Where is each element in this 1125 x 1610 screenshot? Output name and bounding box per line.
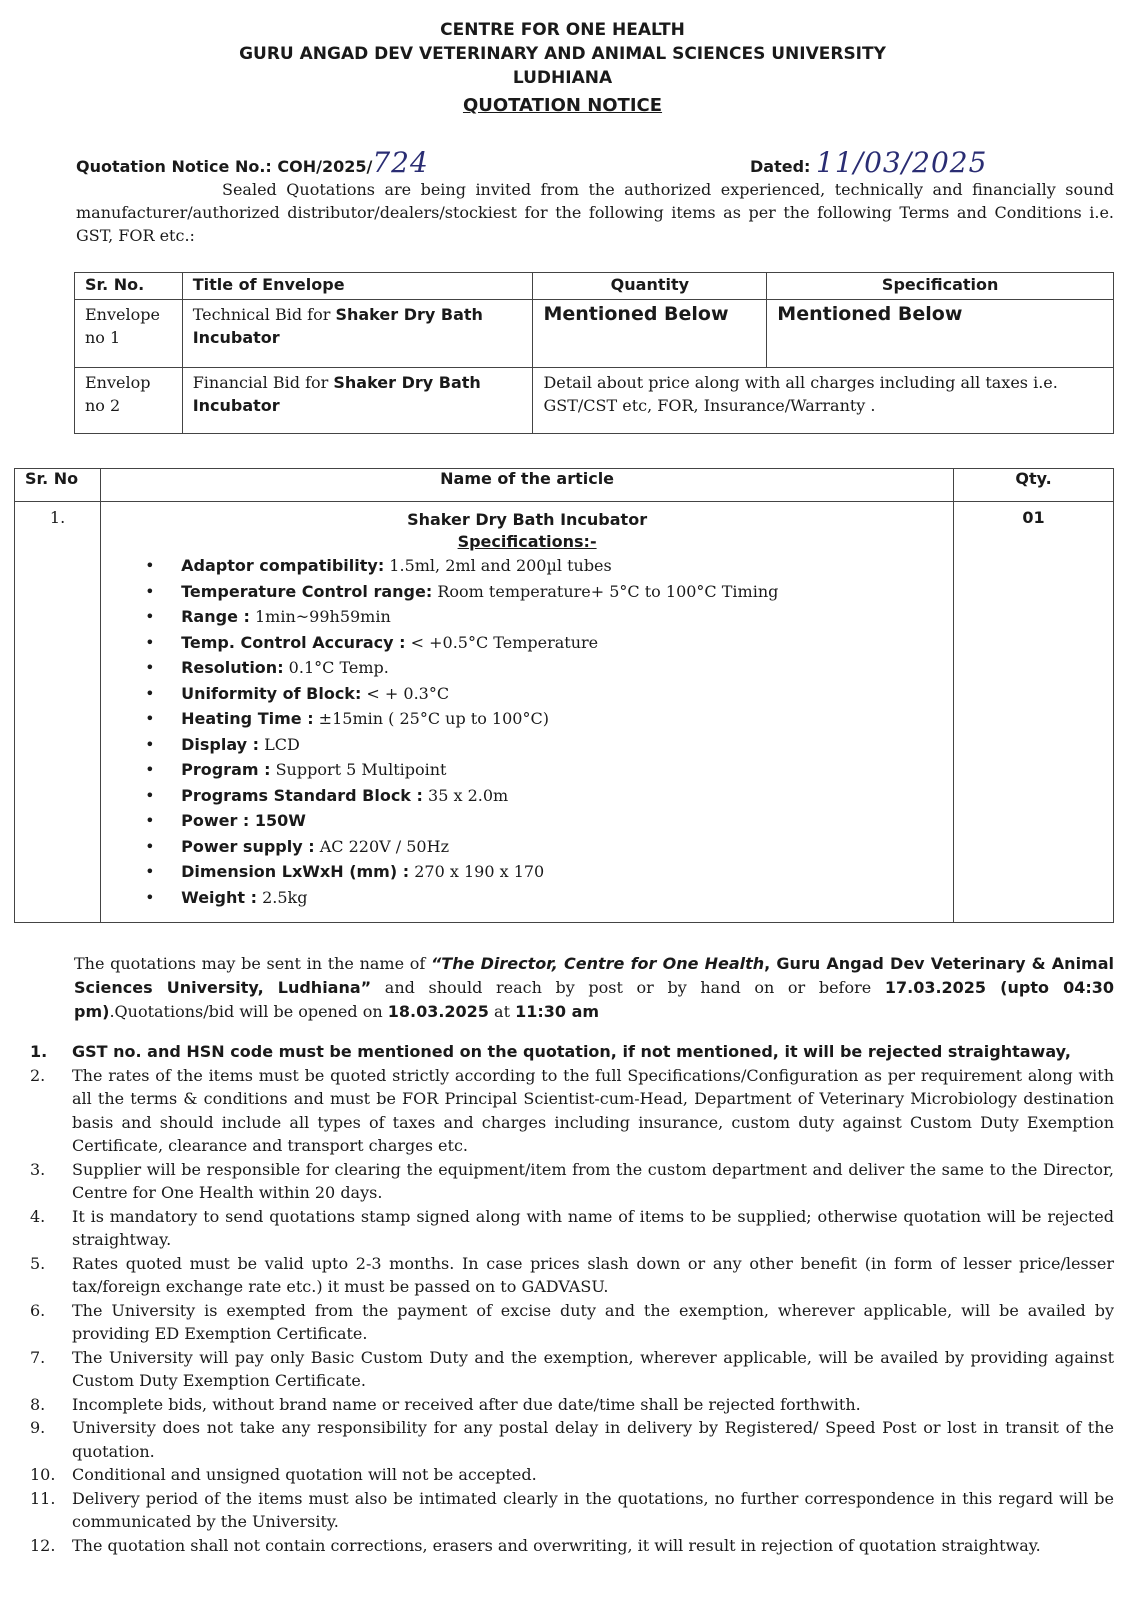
submission-text-4: at [488,1002,516,1021]
term-number: 6. [30,1300,46,1320]
term-text: Conditional and unsigned quotation will not be accepted. [72,1465,537,1484]
date-label: Dated: [750,157,811,176]
term-text: The quotation shall not contain corrections, erasers and overwriting, it will result in rejection of quotation straightway. [72,1535,1041,1555]
spec-value: 2.5kg [256,887,308,907]
intro-text: Sealed Quotations are being invited from the authorized experienced, technically and financially sound manufacturer/authorized distributor/dealers/stockiest for the following items as per the following Terms and Conditions i.e. GST, FOR etc.: [76,180,1114,245]
term-number: 10. [30,1465,56,1484]
article-name: Shaker Dry Bath Incubator [407,510,648,529]
spec-label: Power : 150W [181,811,306,830]
col-header-qty: Qty. [954,469,1114,502]
envelope-2-title [182,368,533,434]
spec-value: 270 x 190 x 170 [409,862,545,881]
spec-label: Temp. Control Accuracy : [181,632,406,652]
envelope-2-sr: Envelop no 2 [75,368,183,434]
terms-list [14,1040,1114,1557]
article-table-header [15,469,1114,502]
term-item [14,1064,1114,1158]
submission-text-1: The quotations may be sent in the name of [74,954,431,973]
open-time: 11:30 am [515,1002,600,1021]
spec-value: 35 x 2.0m [422,785,509,805]
term-text: GST no. and HSN code must be mentioned on the quotation, if not mentioned, it will be rejected straightaway, [72,1042,1071,1061]
spec-item [181,783,943,809]
table-row [75,300,1114,368]
col-header-specification: Specification [767,273,1114,300]
spec-label: Uniformity of Block: [181,683,362,703]
term-item [14,1416,1114,1463]
term-item [14,1205,1114,1252]
date-handwritten: 11/03/2025 [816,146,988,179]
page-title: QUOTATION NOTICE [462,95,663,116]
spec-item [181,808,943,834]
article-sr: 1. [15,502,101,923]
envelope-2-detail: Detail about price along with all charges including all taxes i.e. GST/CST etc, FOR, Insurance/Warranty . [533,368,1114,434]
spec-item [181,834,943,860]
term-text: The rates of the items must be quoted strictly according to the full Specifications/Configuration as per requirement along with all the terms & conditions and must be FOR Principal Scientist-cum-Head, Department of Veterinary Microbiology destination basis and should include all types of taxes and charges including insurance, custom duty against Custom Duty Exemption Certificate, clearance and transport charges etc. [72,1065,1114,1155]
term-number: 5. [30,1253,46,1273]
envelope-table-header [75,273,1114,300]
term-text: Delivery period of the items must also be intimated clearly in the quotations, no further correspondence in this regard will be communicated by the University. [72,1488,1114,1531]
term-item [14,1487,1114,1534]
submission-text-2: and should reach by post or by hand on or before [371,978,885,997]
spec-label: Display : [181,734,260,754]
term-number: 2. [30,1065,46,1085]
spec-value: Support 5 Multipoint [270,760,447,779]
envelope-2-title-plain: Financial Bid for [192,373,334,392]
spec-item [181,553,943,579]
term-text: It is mandatory to send quotations stamp signed along with name of items to be supplied; otherwise quotation will be rejected straightway. [72,1206,1114,1249]
spec-label: Heating Time : [181,709,314,728]
term-text: Incomplete bids, without brand name or received after due date/time shall be rejected forthwith. [72,1394,861,1414]
term-item [14,1463,1114,1487]
open-date: 18.03.2025 [387,1002,489,1021]
spec-value: < +0.5°C Temperature [405,632,599,652]
spec-item [181,757,943,783]
submission-text-3: .Quotations/bid will be opened on [109,1002,388,1021]
spec-item [181,732,943,758]
col-header-article: Name of the article [101,469,954,502]
city-name: LUDHIANA [512,68,613,88]
spec-value: Room temperature+ 5°C to 100°C Timing [432,581,779,601]
spec-label: Program : [181,760,271,779]
term-text: Supplier will be responsible for clearing the equipment/item from the custom department and deliver the same to the Director, Centre for One Health within 20 days. [72,1159,1114,1202]
spec-label: Range : [181,607,250,626]
spec-item [181,630,943,656]
term-item [14,1040,1114,1064]
term-number: 8. [30,1394,46,1414]
envelope-1-specification: Mentioned Below [767,300,1114,368]
spec-value: LCD [259,734,300,754]
envelope-1-sr: Envelope no 1 [75,300,183,368]
notice-number-handwritten: 724 [372,146,429,179]
spec-label: Resolution: [181,658,284,677]
col-header-sr: Sr. No. [75,273,183,300]
spec-heading: Specifications:- [457,532,597,551]
term-item [14,1158,1114,1205]
spec-value: < + 0.3°C [361,683,450,703]
envelope-table [74,272,1114,434]
notice-number-label: Quotation Notice No.: COH/2025/ [76,157,373,176]
addressee-rest: , Guru Angad Dev Veterinary & Animal Sciences University, Ludhiana” [74,954,1115,997]
col-header-title: Title of Envelope [182,273,533,300]
university-name: GURU ANGAD DEV VETERINARY AND ANIMAL SCIENCES UNIVERSITY [239,44,886,64]
spec-label: Adaptor compatibility: [181,556,385,575]
spec-value: AC 220V / 50Hz [314,836,449,856]
submission-paragraph [74,952,1114,1024]
term-number: 7. [30,1347,46,1367]
term-item [14,1393,1114,1417]
term-number: 4. [30,1206,46,1226]
spec-value: 1.5ml, 2ml and 200µl tubes [384,556,612,575]
article-qty: 01 [954,502,1114,923]
spec-item [181,859,943,885]
term-number: 3. [30,1159,46,1179]
article-table [14,468,1114,923]
term-item [14,1534,1114,1558]
table-row [15,502,1114,923]
notice-number [76,146,429,179]
spec-label: Dimension LxWxH (mm) : [181,862,410,881]
envelope-1-title-bold: Shaker Dry Bath Incubator [192,305,483,347]
spec-label: Temperature Control range: [181,581,433,601]
spec-item [181,655,943,681]
term-item [14,1299,1114,1346]
article-cell [101,502,954,923]
col-header-srno: Sr. No [15,469,101,502]
spec-item [181,579,943,605]
term-text: The University will pay only Basic Custom Duty and the exemption, wherever applicable, will be availed by providing against Custom Duty Exemption Certificate. [72,1347,1114,1390]
addressee-italic: “The Director, Centre for One Health [430,954,765,973]
envelope-2-title-bold: Shaker Dry Bath Incubator [192,373,481,415]
term-item [14,1346,1114,1393]
envelope-1-quantity: Mentioned Below [533,300,767,368]
envelope-1-title [182,300,533,368]
spec-value: ±15min ( 25°C up to 100°C) [313,709,549,728]
table-row [75,368,1114,434]
term-item [14,1252,1114,1299]
envelope-1-title-plain: Technical Bid for [192,305,336,324]
due-date: 17.03.2025 (upto 04:30 pm) [74,978,1115,1021]
intro-paragraph [76,178,1114,247]
term-number: 9. [30,1418,46,1437]
term-number: 11. [30,1488,56,1508]
spec-list [111,553,943,910]
col-header-quantity: Quantity [533,273,767,300]
spec-value: 1min~99h59min [249,607,391,626]
spec-item [181,885,943,911]
spec-item [181,681,943,707]
term-number: 12. [30,1535,56,1555]
org-name: CENTRE FOR ONE HEALTH [440,20,685,40]
spec-label: Programs Standard Block : [181,785,423,805]
spec-item [181,706,943,732]
term-text: University does not take any responsibility for any postal delay in delivery by Registered/ Speed Post or lost in transit of the quotation. [72,1418,1114,1461]
spec-value: 0.1°C Temp. [283,658,389,677]
term-text: Rates quoted must be valid upto 2-3 months. In case prices slash down or any other benefit (in form of lesser price/lesser tax/foreign exchange rate etc.) it must be passed on to GADVASU. [72,1253,1114,1296]
notice-date [750,146,987,179]
spec-label: Power supply : [181,836,315,856]
spec-item [181,604,943,630]
term-text: The University is exempted from the payment of excise duty and the exemption, wherever applicable, will be availed by providing ED Exemption Certificate. [72,1300,1114,1343]
term-number: 1. [30,1042,48,1061]
spec-label: Weight : [181,887,257,907]
